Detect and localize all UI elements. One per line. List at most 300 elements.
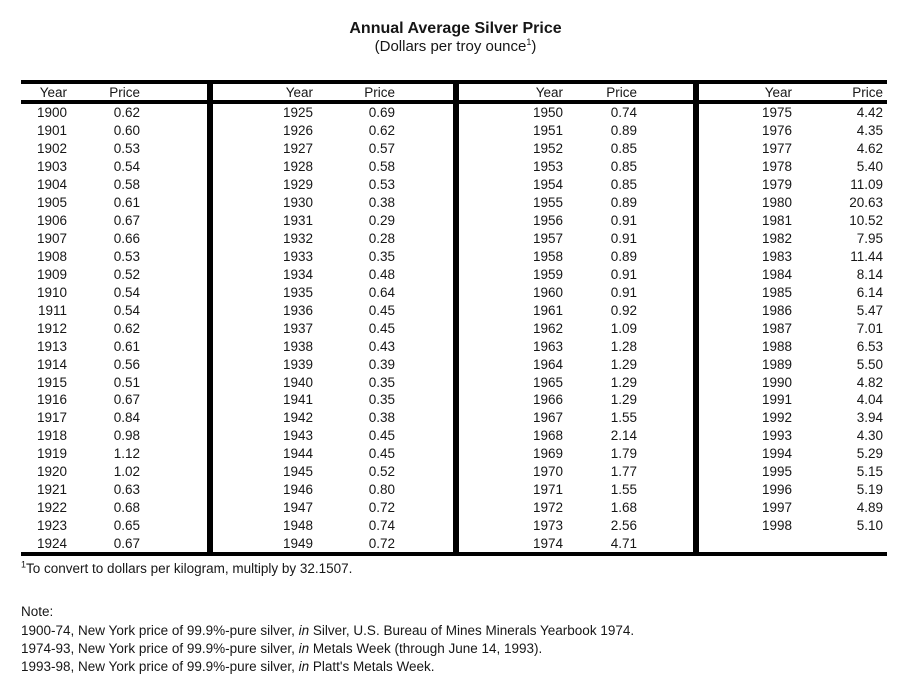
year-cell: 1935 <box>282 284 313 300</box>
table-row <box>699 122 887 140</box>
price-cell: 1.79 <box>610 446 637 462</box>
table-row <box>459 283 693 301</box>
year-cell: 1962 <box>532 320 563 336</box>
year-cell: 1925 <box>282 105 313 121</box>
year-cell: 1946 <box>282 482 313 498</box>
year-cell: 1995 <box>761 464 792 480</box>
price-cell: 0.64 <box>368 284 395 300</box>
price-cell: 0.54 <box>113 302 140 318</box>
table-row <box>213 481 453 499</box>
price-cell: 0.38 <box>368 195 395 211</box>
year-cell: 1951 <box>532 123 563 139</box>
year-cell: 1923 <box>36 518 67 534</box>
year-cell: 1966 <box>532 392 563 408</box>
year-cell: 1940 <box>282 374 313 390</box>
table-row <box>459 248 693 266</box>
table-row <box>21 535 207 553</box>
price-cell: 0.57 <box>368 141 395 157</box>
table-row <box>213 355 453 373</box>
year-cell: 1939 <box>282 356 313 372</box>
table-row <box>699 301 887 319</box>
table-row <box>699 355 887 373</box>
table-row <box>21 194 207 212</box>
year-column-header: Year <box>39 84 67 100</box>
price-cell: 0.58 <box>113 177 140 193</box>
year-cell: 1914 <box>36 356 67 372</box>
table-row <box>213 499 453 517</box>
table-row <box>459 104 693 122</box>
table-row <box>699 445 887 463</box>
table-row <box>213 248 453 266</box>
year-cell: 1916 <box>36 392 67 408</box>
table-row <box>699 140 887 158</box>
table-row <box>213 301 453 319</box>
year-cell: 1994 <box>761 446 792 462</box>
year-cell: 1964 <box>532 356 563 372</box>
year-cell: 1997 <box>761 500 792 516</box>
price-cell: 0.65 <box>113 518 140 534</box>
price-cell: 5.19 <box>856 482 883 498</box>
silver-price-table <box>21 80 887 556</box>
table-row <box>459 409 693 427</box>
price-cell: 0.52 <box>113 266 140 282</box>
price-cell: 0.67 <box>113 392 140 408</box>
year-cell: 1918 <box>36 428 67 444</box>
table-row <box>21 427 207 445</box>
page-title: Annual Average Silver Price <box>349 20 562 37</box>
table-row <box>21 158 207 176</box>
year-cell: 1996 <box>761 482 792 498</box>
year-cell: 1954 <box>532 177 563 193</box>
table-row <box>21 355 207 373</box>
table-row <box>21 265 207 283</box>
price-cell: 0.72 <box>368 500 395 516</box>
year-cell: 1959 <box>532 266 563 282</box>
table-row <box>21 463 207 481</box>
table-row <box>699 194 887 212</box>
price-cell: 0.61 <box>113 195 140 211</box>
table-row <box>459 373 693 391</box>
price-column-header: Price <box>852 84 883 100</box>
year-cell: 1938 <box>282 338 313 354</box>
price-cell: 7.95 <box>856 231 883 247</box>
year-cell: 1941 <box>282 392 313 408</box>
price-cell: 0.62 <box>368 123 395 139</box>
price-cell: 20.63 <box>849 195 883 211</box>
year-cell: 1981 <box>761 213 792 229</box>
footnote-marker: 1 <box>21 559 27 570</box>
year-cell: 1930 <box>282 195 313 211</box>
price-cell: 1.12 <box>113 446 140 462</box>
year-cell: 1977 <box>761 141 792 157</box>
price-cell: 0.45 <box>368 428 395 444</box>
table-row <box>459 230 693 248</box>
price-cell: 0.92 <box>610 302 637 318</box>
table-row <box>21 337 207 355</box>
table-row <box>699 373 887 391</box>
table-row <box>21 301 207 319</box>
note-line <box>21 640 634 658</box>
price-column-header: Price <box>109 84 140 100</box>
price-cell: 0.63 <box>113 482 140 498</box>
table-row <box>699 463 887 481</box>
year-cell: 1907 <box>36 231 67 247</box>
note-line-italic: in <box>298 659 310 674</box>
year-cell: 1917 <box>36 410 67 426</box>
year-cell: 1909 <box>36 266 67 282</box>
price-cell: 0.67 <box>113 213 140 229</box>
price-cell: 0.62 <box>113 105 140 121</box>
year-cell: 1922 <box>36 500 67 516</box>
price-cell: 0.48 <box>368 266 395 282</box>
table-row <box>21 409 207 427</box>
table-row <box>21 122 207 140</box>
year-cell: 1971 <box>532 482 563 498</box>
price-cell: 2.56 <box>610 518 637 534</box>
table-row <box>699 391 887 409</box>
table-group-2 <box>207 84 453 552</box>
price-cell: 0.35 <box>368 374 395 390</box>
price-cell: 0.35 <box>368 248 395 264</box>
price-cell: 0.74 <box>368 518 395 534</box>
table-row <box>459 265 693 283</box>
table-row <box>699 319 887 337</box>
table-row <box>21 248 207 266</box>
price-cell: 4.42 <box>856 105 883 121</box>
table-row <box>213 517 453 535</box>
table-row <box>213 463 453 481</box>
price-cell: 0.28 <box>368 231 395 247</box>
table-row <box>459 140 693 158</box>
year-cell: 1934 <box>282 266 313 282</box>
price-cell: 0.60 <box>113 123 140 139</box>
table-row <box>213 194 453 212</box>
price-cell: 0.80 <box>368 482 395 498</box>
table-row <box>699 481 887 499</box>
year-cell: 1932 <box>282 231 313 247</box>
price-cell: 4.62 <box>856 141 883 157</box>
year-cell: 1987 <box>761 320 792 336</box>
table-row <box>459 194 693 212</box>
year-cell: 1905 <box>36 195 67 211</box>
table-row <box>21 517 207 535</box>
year-cell: 1913 <box>36 338 67 354</box>
header-row <box>459 84 693 104</box>
price-cell: 0.62 <box>113 320 140 336</box>
year-cell: 1928 <box>282 159 313 175</box>
table-group-1 <box>21 84 207 552</box>
year-column-header: Year <box>285 84 313 100</box>
price-cell: 10.52 <box>849 213 883 229</box>
year-cell: 1911 <box>37 302 67 318</box>
price-cell: 0.91 <box>610 284 637 300</box>
year-cell: 1952 <box>532 141 563 157</box>
table-row <box>213 409 453 427</box>
price-cell: 7.01 <box>856 320 883 336</box>
table-row <box>459 499 693 517</box>
table-row <box>213 122 453 140</box>
year-cell: 1983 <box>761 248 792 264</box>
year-cell: 1945 <box>282 464 313 480</box>
table-row <box>21 140 207 158</box>
table-row <box>459 445 693 463</box>
year-cell: 1953 <box>532 159 563 175</box>
price-cell: 1.02 <box>113 464 140 480</box>
year-cell: 1985 <box>761 284 792 300</box>
price-cell: 0.74 <box>610 105 637 121</box>
price-cell: 0.85 <box>610 177 637 193</box>
year-cell: 1989 <box>761 356 792 372</box>
year-cell: 1991 <box>761 392 792 408</box>
year-cell: 1956 <box>532 213 563 229</box>
price-cell: 0.51 <box>113 374 140 390</box>
year-cell: 1910 <box>36 284 67 300</box>
price-cell: 1.55 <box>610 410 637 426</box>
year-cell: 1955 <box>532 195 563 211</box>
price-cell: 11.44 <box>850 248 883 264</box>
table-row <box>21 481 207 499</box>
year-cell: 1919 <box>36 446 67 462</box>
price-cell: 0.98 <box>113 428 140 444</box>
table-group-4 <box>693 84 887 552</box>
year-cell: 1982 <box>761 231 792 247</box>
table-row <box>699 283 887 301</box>
year-cell: 1976 <box>761 123 792 139</box>
table-row <box>699 427 887 445</box>
year-cell: 1993 <box>761 428 792 444</box>
price-cell: 0.89 <box>610 123 637 139</box>
price-cell: 1.09 <box>610 320 637 336</box>
table-row <box>459 391 693 409</box>
table-row <box>699 158 887 176</box>
year-cell: 1903 <box>36 159 67 175</box>
price-cell: 0.43 <box>368 338 395 354</box>
subtitle-footnote-marker: 1 <box>526 37 532 47</box>
year-cell: 1921 <box>36 482 67 498</box>
table-row <box>21 176 207 194</box>
table-row <box>459 337 693 355</box>
table-row <box>459 517 693 535</box>
table-row <box>459 481 693 499</box>
page-subtitle <box>0 38 911 56</box>
price-cell: 0.52 <box>368 464 395 480</box>
price-cell: 0.61 <box>113 338 140 354</box>
year-cell: 1969 <box>532 446 563 462</box>
price-cell: 0.67 <box>113 535 140 551</box>
table-row <box>699 212 887 230</box>
year-cell: 1906 <box>36 213 67 229</box>
price-cell: 0.66 <box>113 231 140 247</box>
year-cell: 1968 <box>532 428 563 444</box>
price-cell: 0.54 <box>113 284 140 300</box>
price-cell: 5.15 <box>856 464 883 480</box>
year-cell: 1957 <box>532 231 563 247</box>
table-row <box>459 319 693 337</box>
table-row <box>699 265 887 283</box>
year-cell: 1901 <box>36 123 67 139</box>
price-cell: 0.69 <box>368 105 395 121</box>
price-cell: 0.56 <box>113 356 140 372</box>
price-cell: 0.35 <box>368 392 395 408</box>
table-group-3 <box>453 84 693 552</box>
year-cell: 1924 <box>36 535 67 551</box>
price-cell: 5.29 <box>856 446 883 462</box>
year-cell: 1973 <box>532 518 563 534</box>
table-row <box>699 337 887 355</box>
price-cell: 0.45 <box>368 302 395 318</box>
year-cell: 1931 <box>282 213 313 229</box>
price-cell: 0.53 <box>113 248 140 264</box>
price-cell: 0.45 <box>368 446 395 462</box>
year-cell: 1986 <box>761 302 792 318</box>
table-row <box>213 391 453 409</box>
header-row <box>21 84 207 104</box>
year-cell: 1975 <box>761 105 792 121</box>
table-row <box>459 212 693 230</box>
price-cell: 1.29 <box>610 356 637 372</box>
price-cell: 5.10 <box>856 518 883 534</box>
year-cell: 1990 <box>761 374 792 390</box>
price-cell: 0.68 <box>113 500 140 516</box>
year-cell: 1970 <box>532 464 563 480</box>
footnote <box>21 561 352 576</box>
table-row <box>213 265 453 283</box>
note-line-italic: in <box>298 623 310 638</box>
table-row <box>699 104 887 122</box>
price-cell: 1.29 <box>610 374 637 390</box>
table-row <box>213 176 453 194</box>
table-row <box>459 176 693 194</box>
table-row <box>699 409 887 427</box>
price-cell: 5.50 <box>856 356 883 372</box>
table-row <box>699 230 887 248</box>
year-cell: 1979 <box>761 177 792 193</box>
year-cell: 1998 <box>761 518 792 534</box>
year-cell: 1920 <box>36 464 67 480</box>
table-row <box>213 104 453 122</box>
table-row <box>699 176 887 194</box>
price-cell: 0.53 <box>113 141 140 157</box>
year-cell: 1965 <box>532 374 563 390</box>
year-cell: 1936 <box>282 302 313 318</box>
table-row <box>213 427 453 445</box>
price-cell: 0.85 <box>610 141 637 157</box>
price-cell: 11.09 <box>850 177 883 193</box>
price-cell: 1.28 <box>610 338 637 354</box>
table-row <box>21 373 207 391</box>
subtitle-text: (Dollars per troy ounce <box>374 38 527 55</box>
table-row <box>213 283 453 301</box>
price-cell: 0.54 <box>113 159 140 175</box>
year-cell: 1972 <box>532 500 563 516</box>
note-line-text: 1974-93, New York price of 99.9%-pure silver, <box>21 641 299 656</box>
table-row <box>213 445 453 463</box>
table-row <box>21 212 207 230</box>
table-row <box>21 230 207 248</box>
note-line-text: 1900-74, New York price of 99.9%-pure silver, <box>21 623 299 638</box>
year-cell: 1974 <box>532 535 563 551</box>
price-cell: 6.53 <box>856 338 883 354</box>
table-row <box>699 517 887 535</box>
table-row <box>699 499 887 517</box>
price-cell: 4.89 <box>856 500 883 516</box>
year-cell: 1967 <box>532 410 563 426</box>
header-row <box>699 84 887 104</box>
year-cell: 1963 <box>532 338 563 354</box>
table-row <box>459 158 693 176</box>
year-cell: 1958 <box>532 248 563 264</box>
header-row <box>213 84 453 104</box>
table-row <box>459 463 693 481</box>
price-cell: 4.71 <box>610 535 637 551</box>
table-row <box>459 301 693 319</box>
footnote-text: To convert to dollars per kilogram, multiply by 32.1507. <box>26 561 353 576</box>
year-cell: 1912 <box>36 320 67 336</box>
price-cell: 0.91 <box>610 231 637 247</box>
price-cell: 6.14 <box>856 284 883 300</box>
table-row <box>21 499 207 517</box>
price-cell: 4.30 <box>856 428 883 444</box>
year-cell: 1978 <box>761 159 792 175</box>
table-row <box>699 248 887 266</box>
note-line-text: Platt's Metals Week. <box>309 659 435 674</box>
price-column-header: Price <box>606 84 637 100</box>
table-row <box>213 140 453 158</box>
price-column-header: Price <box>364 84 395 100</box>
year-cell: 1902 <box>36 141 67 157</box>
year-cell: 1948 <box>282 518 313 534</box>
year-cell: 1988 <box>761 338 792 354</box>
table-row <box>213 337 453 355</box>
price-cell: 0.91 <box>610 266 637 282</box>
table-row <box>21 391 207 409</box>
price-cell: 0.89 <box>610 248 637 264</box>
year-cell: 1929 <box>282 177 313 193</box>
table-row <box>21 319 207 337</box>
year-cell: 1908 <box>36 248 67 264</box>
year-cell: 1926 <box>282 123 313 139</box>
price-cell: 0.84 <box>113 410 140 426</box>
price-cell: 3.94 <box>856 410 883 426</box>
price-cell: 2.14 <box>610 428 637 444</box>
note-line-text: Metals Week (through June 14, 1993). <box>309 641 543 656</box>
price-cell: 1.77 <box>610 464 637 480</box>
year-cell: 1942 <box>282 410 313 426</box>
price-cell: 0.29 <box>368 213 395 229</box>
price-cell: 0.45 <box>368 320 395 336</box>
table-row <box>213 230 453 248</box>
table-row <box>21 104 207 122</box>
price-cell: 1.68 <box>610 500 637 516</box>
price-cell: 0.85 <box>610 159 637 175</box>
table-row <box>213 212 453 230</box>
note-line <box>21 622 634 640</box>
year-cell: 1944 <box>282 446 313 462</box>
year-cell: 1904 <box>36 177 67 193</box>
year-cell: 1943 <box>282 428 313 444</box>
year-cell: 1960 <box>532 284 563 300</box>
price-cell: 1.55 <box>610 482 637 498</box>
year-column-header: Year <box>535 84 563 100</box>
table-row <box>459 355 693 373</box>
year-cell: 1900 <box>36 105 67 121</box>
subtitle-close-paren: ) <box>531 38 537 55</box>
price-cell: 8.14 <box>856 266 883 282</box>
note-lines <box>21 622 634 676</box>
table-row <box>459 427 693 445</box>
price-cell: 0.38 <box>368 410 395 426</box>
note-line-italic: in <box>298 641 310 656</box>
